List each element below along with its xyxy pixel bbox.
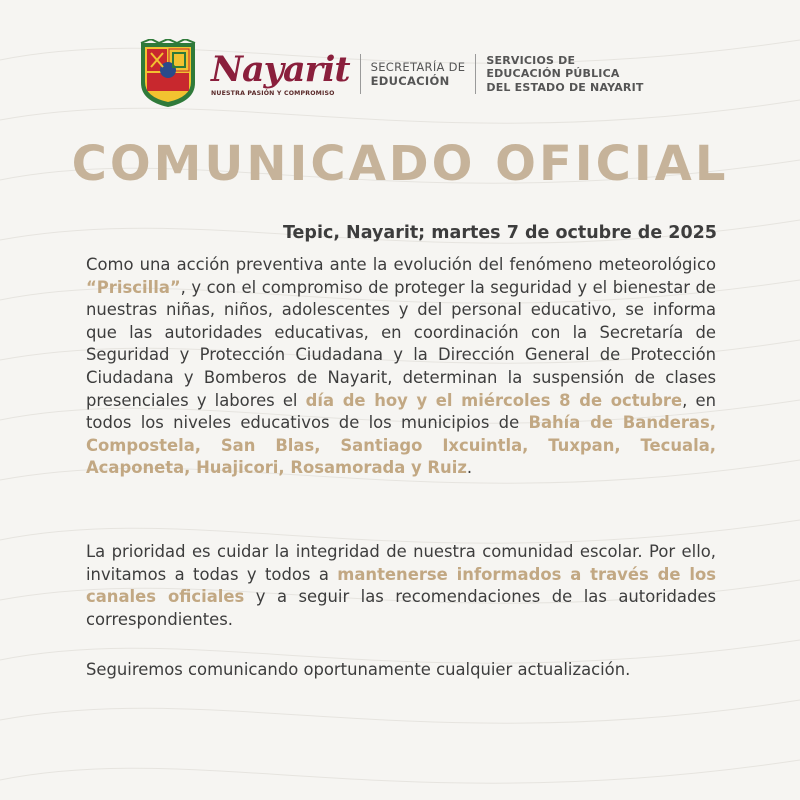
service-name	[486, 54, 643, 95]
text-segment: La prioridad es cuidar la integridad de nuestra comunidad escolar. Por ello, invitamos a todas y todos a	[86, 542, 716, 584]
header-divider	[360, 54, 361, 94]
paragraph-closing: Seguiremos comunicando oportunamente cualquier actualización.	[86, 660, 631, 679]
text-segment: Como una acción preventiva ante la evolución del fenómeno meteorológico	[86, 255, 716, 274]
page-title: COMUNICADO OFICIAL	[71, 136, 729, 192]
highlight-dates: día de hoy y el miércoles 8 de octubre	[305, 390, 683, 410]
department-line-1: SECRETARÍA DE	[370, 60, 466, 74]
text-segment: .	[466, 458, 473, 478]
department-line-2: EDUCACIÓN	[370, 74, 450, 88]
highlight-official-channels: mantenerse informados a través de los canales oficiales	[86, 564, 717, 607]
text-segment: y a seguir las recomendaciones de las autoridades correspondientes.	[86, 587, 717, 629]
brand-block	[211, 51, 350, 97]
header	[137, 38, 644, 110]
service-line-3: DEL ESTADO DE NAYARIT	[486, 80, 644, 94]
text-segment: , y con el compromiso de proteger la seguridad y el bienestar de nuestras niñas, niños, adolescentes y del personal educativo, se informa que las autoridades educativas, en coordinación con la Secretaría de Seguridad y Protección Ciudadana y la Dirección General de Protección Ciudadana y Bomberos de Nayarit, determinan la suspensión de clases presenciales y labores el	[86, 277, 716, 410]
service-line-1: SERVICIOS DE	[486, 53, 576, 67]
brand-logo-text: Nayarit	[211, 49, 350, 90]
header-divider	[475, 54, 476, 94]
paragraph-announcement	[86, 254, 716, 480]
paragraph-priority	[86, 541, 716, 631]
dateline: Tepic, Nayarit; martes 7 de octubre de 2025	[282, 223, 717, 243]
nayarit-coat-of-arms-icon	[137, 39, 199, 109]
service-line-2: EDUCACIÓN PÚBLICA	[486, 67, 620, 81]
highlight-storm-name: “Priscilla”	[86, 277, 181, 297]
highlight-municipalities: Bahía de Banderas, Compostela, San Blas, Santiago Ixcuintla, Tuxpan, Tecuala, Acaponeta, Huajicori, Rosamorada y Ruiz	[86, 413, 716, 478]
brand-slogan: NUESTRA PASIÓN Y COMPROMISO	[211, 90, 335, 97]
department-name	[371, 60, 466, 88]
text-segment: , en todos los niveles educativos de los municipios de	[86, 390, 716, 433]
